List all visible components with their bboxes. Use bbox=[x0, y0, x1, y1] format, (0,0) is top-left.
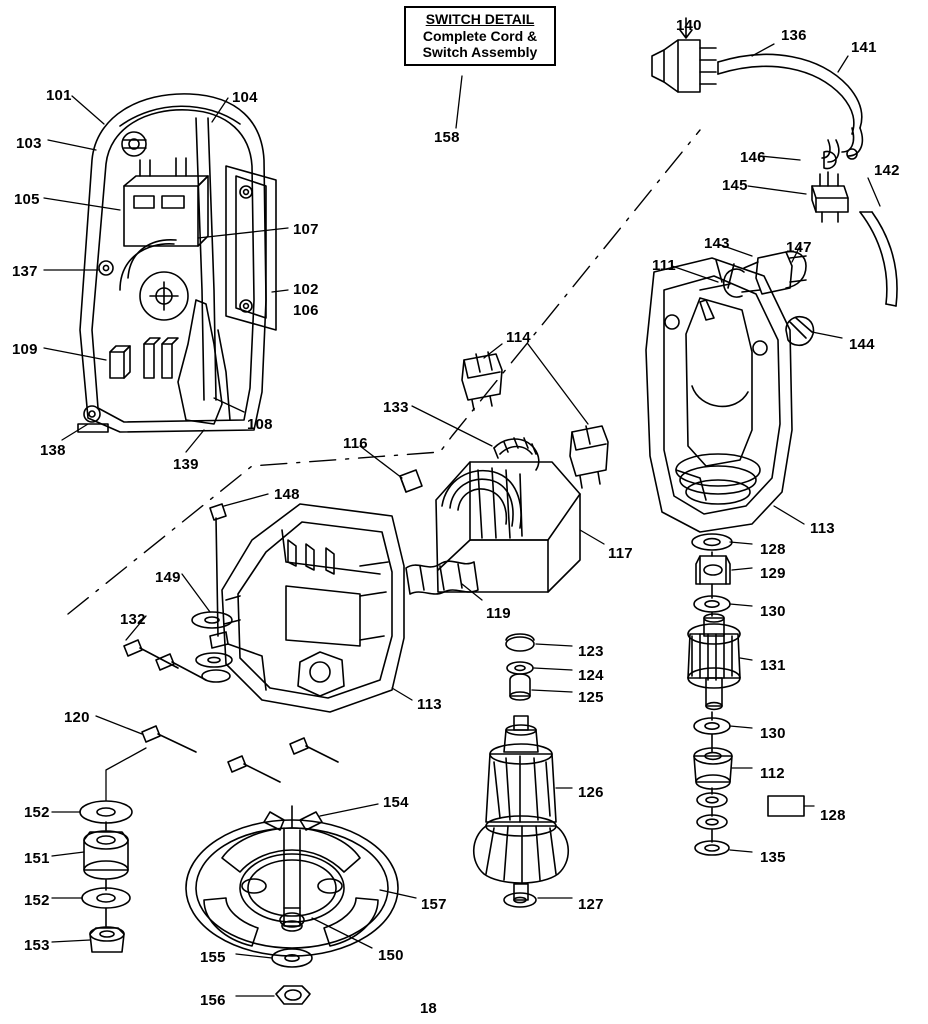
part-label-114: 114 bbox=[506, 329, 531, 346]
bearing-stack bbox=[80, 801, 132, 952]
cord-and-field-case-assembly bbox=[646, 18, 897, 532]
part-label-152: 152 bbox=[24, 892, 50, 909]
part-label-117: 117 bbox=[608, 545, 633, 562]
armature-assembly bbox=[474, 634, 569, 907]
part-label-126: 126 bbox=[578, 784, 604, 801]
part-label-140: 140 bbox=[676, 17, 702, 34]
part-label-153: 153 bbox=[24, 937, 50, 954]
part-label-131: 131 bbox=[760, 657, 786, 674]
part-label-106: 106 bbox=[293, 302, 319, 319]
part-label-113: 113 bbox=[810, 520, 835, 537]
part-label-142: 142 bbox=[874, 162, 900, 179]
part-label-137: 137 bbox=[12, 263, 38, 280]
part-label-155: 155 bbox=[200, 949, 226, 966]
part-label-148: 148 bbox=[274, 486, 300, 503]
part-label-154: 154 bbox=[383, 794, 409, 811]
part-label-144: 144 bbox=[849, 336, 875, 353]
switch-detail-line2: Switch Assembly bbox=[422, 43, 538, 60]
part-label-139: 139 bbox=[173, 456, 199, 473]
part-label-125: 125 bbox=[578, 689, 604, 706]
part-label-127: 127 bbox=[578, 896, 604, 913]
part-label-157: 157 bbox=[421, 896, 447, 913]
part-label-135: 135 bbox=[760, 849, 786, 866]
part-label-136: 136 bbox=[781, 27, 807, 44]
part-label-156: 156 bbox=[200, 992, 226, 1009]
part-label-120: 120 bbox=[64, 709, 90, 726]
part-label-112: 112 bbox=[760, 765, 785, 782]
part-label-147: 147 bbox=[786, 239, 812, 256]
part-label-146: 146 bbox=[740, 149, 766, 166]
part-label-130: 130 bbox=[760, 603, 786, 620]
part-label-119: 119 bbox=[486, 605, 511, 622]
part-label-130: 130 bbox=[760, 725, 786, 742]
part-label-113: 113 bbox=[417, 696, 442, 713]
part-label-105: 105 bbox=[14, 191, 40, 208]
part-label-141: 141 bbox=[851, 39, 877, 56]
part-label-149: 149 bbox=[155, 569, 181, 586]
switch-detail-callout bbox=[404, 6, 556, 66]
part-label-145: 145 bbox=[722, 177, 748, 194]
part-label-150: 150 bbox=[378, 947, 404, 964]
part-label-158: 158 bbox=[434, 129, 460, 146]
part-label-107: 107 bbox=[293, 221, 319, 238]
part-label-133: 133 bbox=[383, 399, 409, 416]
part-label-151: 151 bbox=[24, 850, 50, 867]
part-label-111: 111 bbox=[652, 257, 676, 274]
handle-housing-assembly bbox=[78, 94, 276, 432]
part-label-101: 101 bbox=[46, 87, 72, 104]
part-label-143: 143 bbox=[704, 235, 730, 252]
switch-detail-title: SWITCH DETAIL bbox=[425, 11, 535, 27]
spindle-stack bbox=[688, 534, 804, 855]
part-label-102: 102 bbox=[293, 281, 319, 298]
brush-and-cover-assembly bbox=[400, 352, 608, 594]
part-label-124: 124 bbox=[578, 667, 604, 684]
part-label-152: 152 bbox=[24, 804, 50, 821]
part-label-128: 128 bbox=[820, 807, 846, 824]
part-label-103: 103 bbox=[16, 135, 42, 152]
part-label-138: 138 bbox=[40, 442, 66, 459]
part-label-123: 123 bbox=[578, 643, 604, 660]
part-label-128: 128 bbox=[760, 541, 786, 558]
fan-baffle-assembly bbox=[186, 806, 398, 1004]
part-label-104: 104 bbox=[232, 89, 258, 106]
part-label-109: 109 bbox=[12, 341, 38, 358]
part-label-108: 108 bbox=[247, 416, 273, 433]
gear-case-assembly bbox=[124, 504, 404, 782]
page-number: 18 bbox=[420, 1000, 437, 1017]
part-label-129: 129 bbox=[760, 565, 786, 582]
part-label-132: 132 bbox=[120, 611, 146, 628]
switch-detail-line1: Complete Cord & bbox=[422, 28, 538, 44]
part-label-116: 116 bbox=[343, 435, 368, 452]
